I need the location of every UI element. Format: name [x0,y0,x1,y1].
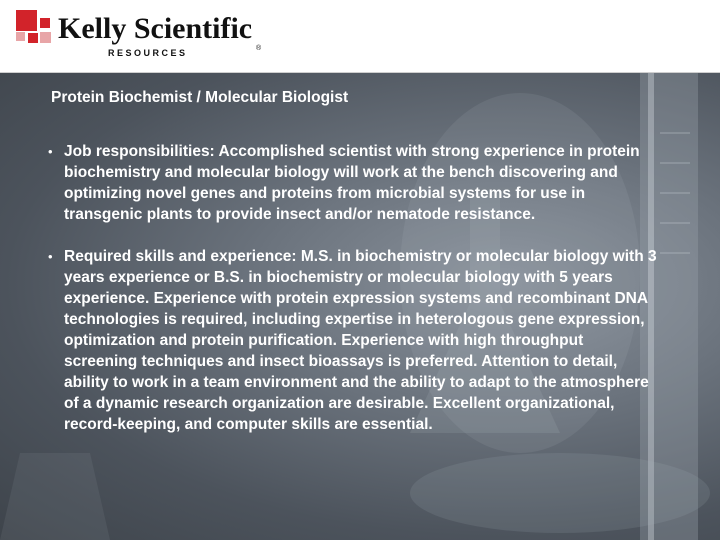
slide-title: Protein Biochemist / Molecular Biologist [51,89,349,106]
bullet-required-skills [48,246,660,435]
header-bar [0,0,720,73]
slide-body [0,73,720,540]
logo-wordmark: Kelly Scientific [58,12,253,45]
bullet-text: Required skills and experience: M.S. in biochemistry or molecular biology with 3 years experience or B.S. in biochemistry or molecular biology with 5 years experience. Experience with protein expression systems and recombinant DNA technologies is required, including expertise in heterologous gene expression, optimization and protein purification. Experience with high throughput screening techniques and insect bioassays is preferred. Attention to detail, ability to work in a team environment and the ability to adapt to the atmosphere of a dynamic research organization are desirable. Excellent organizational, record-keeping, and computer skills are essential. [64,248,657,433]
logo-registered-mark: ® [256,45,262,52]
bullet-job-responsibilities [48,141,660,225]
logo-squares [16,10,51,43]
bullet-text: Job responsibilities: Accomplished scientist with strong experience in protein biochemistry and molecular biology will work at the bench discovering and optimizing novel genes and proteins from microbial systems for use in transgenic plants to provide insect and/or nematode resistance. [64,143,640,223]
logo-tagline: R E S O U R C E S [108,48,186,58]
bullet-dot: • [48,249,53,264]
bullet-list [48,141,660,456]
kelly-scientific-logo [4,4,264,64]
bullet-dot: • [48,144,53,159]
